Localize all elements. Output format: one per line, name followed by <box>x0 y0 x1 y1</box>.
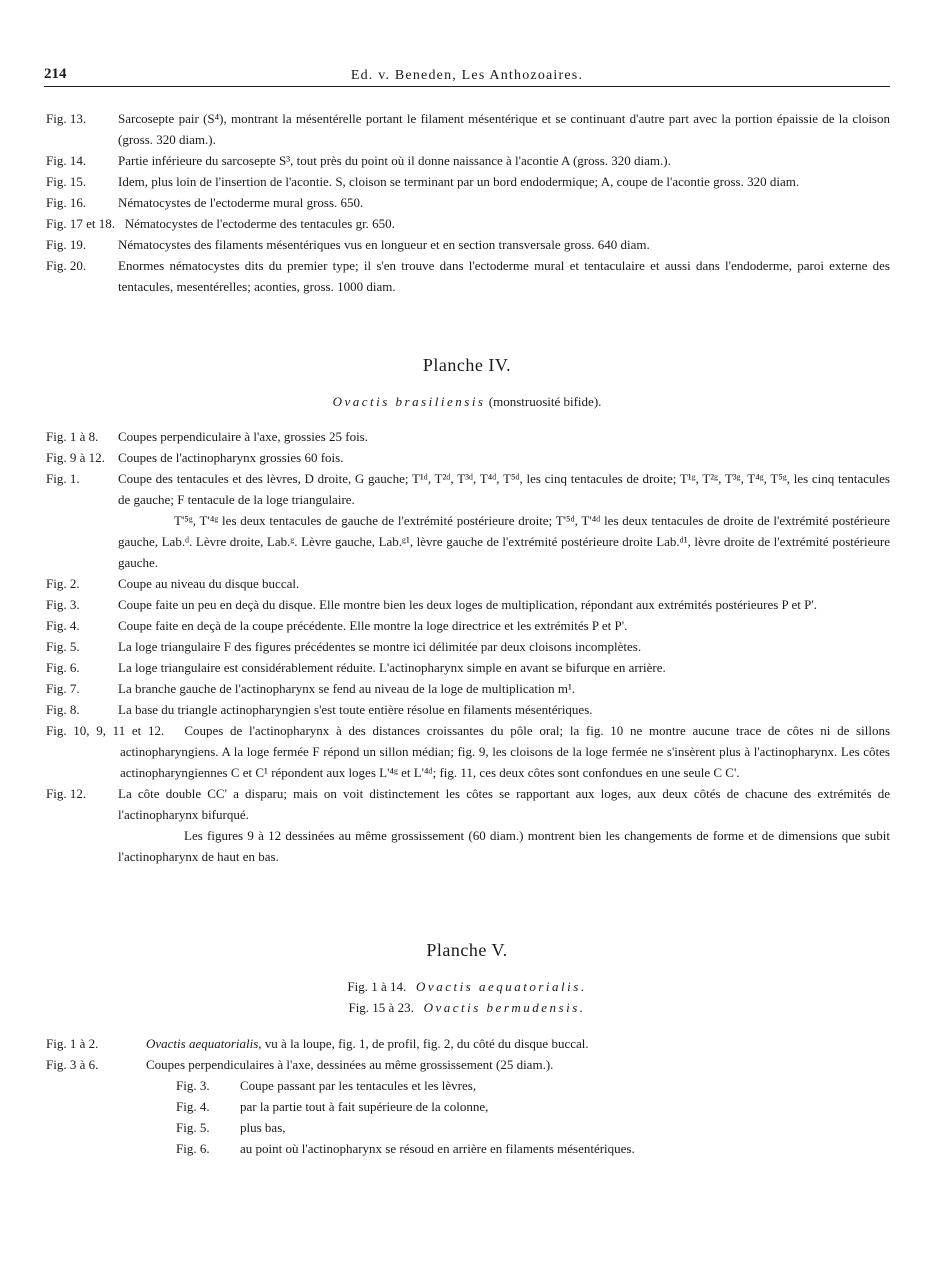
figure-caption: Idem, plus loin de l'insertion de l'acontie. S, cloison se terminant par un bord endodermique; A, coupe de l'acontie gross. 320 diam. <box>118 174 800 189</box>
figure-label: Fig. 3. <box>176 1078 210 1093</box>
figure-label: Fig. 8. <box>46 702 80 717</box>
page-header <box>44 62 890 87</box>
figure-caption: Coupe au niveau du disque buccal. <box>118 576 300 591</box>
figure-label: Fig. 7. <box>46 681 80 696</box>
figure-label: Fig. 10, 9, 11 et 12. <box>46 723 165 738</box>
figure-entry <box>46 594 890 615</box>
figure-label: Fig. 4. <box>46 618 80 633</box>
figure-caption: par la partie tout à fait supérieure de la colonne, <box>240 1099 489 1114</box>
figure-label: Fig. 6. <box>46 660 80 675</box>
subtitle-species: Ovactis bermudensis. <box>423 1000 586 1015</box>
figure-caption: La côte double CC' a disparu; mais on voit distinctement les côtes se rapportant aux loges, aux deux côtés de chacune des extrémités de l'actinopharynx bifurqué. <box>118 786 890 822</box>
figure-entry <box>46 1033 890 1054</box>
figure-entry <box>46 468 890 510</box>
figure-label: Fig. 17 et 18. <box>46 216 115 231</box>
planche5-figure-list <box>46 1033 890 1159</box>
species-name: Ovactis aequatorialis, <box>146 1036 262 1051</box>
subfigure-entry <box>176 1117 890 1138</box>
subfigure-entry <box>176 1138 890 1159</box>
subfigure-entry <box>176 1096 890 1117</box>
figure-caption: Enormes nématocystes dits du premier type; il s'en trouve dans l'ectoderme mural et tentaculaire et aussi dans l'endoderme, paroi externe des tentacules, mesentérelles; aconties, gross. 1000 diam. <box>118 258 890 294</box>
figure-label: Fig. 20. <box>46 258 87 273</box>
figure-entry <box>46 720 890 783</box>
figure-caption: Partie inférieure du sarcosepte S³, tout près du point où il donne naissance à l'acontie A (gross. 320 diam.). <box>118 153 671 168</box>
figure-label: Fig. 15. <box>46 174 87 189</box>
figure-label: Fig. 9 à 12. <box>46 450 105 465</box>
figure-label: Fig. 1 à 2. <box>46 1036 99 1051</box>
figure-label: Fig. 5. <box>176 1120 210 1135</box>
figure-caption: La loge triangulaire est considérablement réduite. L'actinopharynx simple en avant se bifurque en arrière. <box>118 660 666 675</box>
figure-entry <box>46 657 890 678</box>
figure-entry <box>46 255 890 297</box>
figure-caption: Sarcosepte pair (S⁴), montrant la mésentérelle portant le filament mésentérique et se continuant d'autre part avec la portion épaissie de la cloison (gross. 320 diam.). <box>118 111 890 147</box>
figure-label: Fig. 3. <box>46 597 80 612</box>
figure-label: Fig. 19. <box>46 237 87 252</box>
figure-entry <box>46 783 890 825</box>
figure-caption: Nématocystes des filaments mésentériques vus en longueur et en section transversale gross. 640 diam. <box>118 237 650 252</box>
planche4-figure-list <box>46 426 890 867</box>
figure-entry <box>46 234 890 255</box>
figure-caption: Coupes de l'actinopharynx grossies 60 fois. <box>118 450 344 465</box>
figure-caption: plus bas, <box>240 1120 286 1135</box>
planche4-title: Planche IV. <box>422 355 512 375</box>
figure-caption: La base du triangle actinopharyngien s'est toute entière résolue en filaments mésentériques. <box>118 702 593 717</box>
figure-entry <box>46 150 890 171</box>
figure-label: Fig. 2. <box>46 576 80 591</box>
planche4-species-line <box>44 391 890 412</box>
figure-caption: Coupes perpendiculaires à l'axe, dessinées au même grossissement (25 diam.). <box>146 1057 554 1072</box>
figure-label: Fig. 14. <box>46 153 87 168</box>
figure-entry <box>46 699 890 720</box>
subfigure-list <box>46 1075 890 1159</box>
figure-entry <box>46 447 890 468</box>
figure-label: Fig. 6. <box>176 1141 210 1156</box>
figure-entry <box>46 192 890 213</box>
subtitle-species: Ovactis aequatorialis. <box>416 979 587 994</box>
running-head: Ed. v. Beneden, Les Anthozoaires. <box>350 68 584 83</box>
figure-label: Fig. 1 à 8. <box>46 429 99 444</box>
figure-caption: Coupe des tentacules et des lèvres, D droite, G gauche; T¹ᵈ, T²ᵈ, T³ᵈ, T⁴ᵈ, T⁵ᵈ, les cinq tentacules de droite; T¹ᵍ, T²ᵍ, T³ᵍ, T⁴ᵍ, T⁵ᵍ, les cinq tentacules de gauche; F tentacule de la loge triangulaire. <box>118 471 890 507</box>
subtitle-label: Fig. 15 à 23. <box>348 1000 414 1015</box>
figure-caption: Coupes de l'actinopharynx à des distances croissantes du pôle oral; la fig. 10 ne montre aucune trace de côtes ni de sillons actinopharyngiens. A la loge fermée F répond un sillon médian; fig. 9, les cloisons de la loge fermée ne s'insèrent plus à l'actinopharynx. Les côtes actinopharyngiennes C et C¹ répondent aux loges L'⁴ᵍ et L'⁴ᵈ; fig. 11, ces deux côtes sont confondues en une seule C C'. <box>120 723 890 780</box>
subtitle-label: Fig. 1 à 14. <box>347 979 407 994</box>
figure-caption: Nématocystes de l'ectoderme mural gross. 650. <box>118 195 364 210</box>
planche3-figure-list <box>46 108 890 297</box>
page-number: 214 <box>44 66 67 82</box>
figure-caption: Coupe passant par les tentacules et les lèvres, <box>240 1078 477 1093</box>
figure-label: Fig. 12. <box>46 786 87 801</box>
figure-continuation: T'⁵ᵍ, T'⁴ᵍ les deux tentacules de gauche de l'extrémité postérieure droite; T'⁵ᵈ, T'⁴ᵈ les deux tentacules de droite de l'extrémité postérieure gauche, Lab.ᵈ. Lèvre droite, Lab.ᵍ. Lèvre gauche, Lab.ᵍ¹, lèvre gauche de l'extrémité postérieure droite Lab.ᵈ¹, lèvre droite de l'extrémité postérieure gauche. <box>118 513 890 570</box>
figure-continuation: Les figures 9 à 12 dessinées au même grossissement (60 diam.) montrent bien les changements de forme et de dimensions que subit l'actinopharynx de haut en bas. <box>118 828 890 864</box>
planche5-subtitle-1 <box>44 976 890 997</box>
figure-label: Fig. 3 à 6. <box>46 1057 99 1072</box>
species-name: Ovactis brasiliensis <box>332 394 486 409</box>
figure-caption: Coupes perpendiculaire à l'axe, grossies 25 fois. <box>118 429 368 444</box>
figure-entry <box>46 213 890 234</box>
figure-entry <box>46 108 890 150</box>
figure-caption: vu à la loupe, fig. 1, de profil, fig. 2, du côté du disque buccal. <box>264 1036 589 1051</box>
figure-label: Fig. 13. <box>46 111 87 126</box>
figure-entry <box>46 1054 890 1075</box>
figure-entry <box>46 636 890 657</box>
figure-entry <box>46 426 890 447</box>
figure-entry <box>46 615 890 636</box>
figure-caption: Nématocystes de l'ectoderme des tentacules gr. 650. <box>124 216 395 231</box>
figure-caption: Coupe faite un peu en deçà du disque. Elle montre bien les deux loges de multiplication, répondant aux extrémités postérieures P et P'. <box>118 597 817 612</box>
figure-caption: au point où l'actinopharynx se résoud en arrière en filaments mésentériques. <box>240 1141 635 1156</box>
figure-label: Fig. 1. <box>46 471 80 486</box>
figure-caption: La branche gauche de l'actinopharynx se fend au niveau de la loge de multiplication m¹. <box>118 681 576 696</box>
figure-label: Fig. 5. <box>46 639 80 654</box>
figure-entry <box>46 171 890 192</box>
figure-entry <box>46 678 890 699</box>
figure-entry <box>46 573 890 594</box>
figure-label: Fig. 16. <box>46 195 87 210</box>
figure-caption: Coupe faite en deçà de la coupe précédente. Elle montre la loge directrice et les extrémités P et P'. <box>118 618 628 633</box>
species-note: (monstruosité bifide). <box>488 394 602 409</box>
subfigure-entry <box>176 1075 890 1096</box>
planche5-subtitle-2 <box>44 997 890 1018</box>
figure-caption: La loge triangulaire F des figures précédentes se montre ici délimitée par deux cloisons incomplètes. <box>118 639 642 654</box>
planche5-title: Planche V. <box>426 940 508 960</box>
figure-label: Fig. 4. <box>176 1099 210 1114</box>
